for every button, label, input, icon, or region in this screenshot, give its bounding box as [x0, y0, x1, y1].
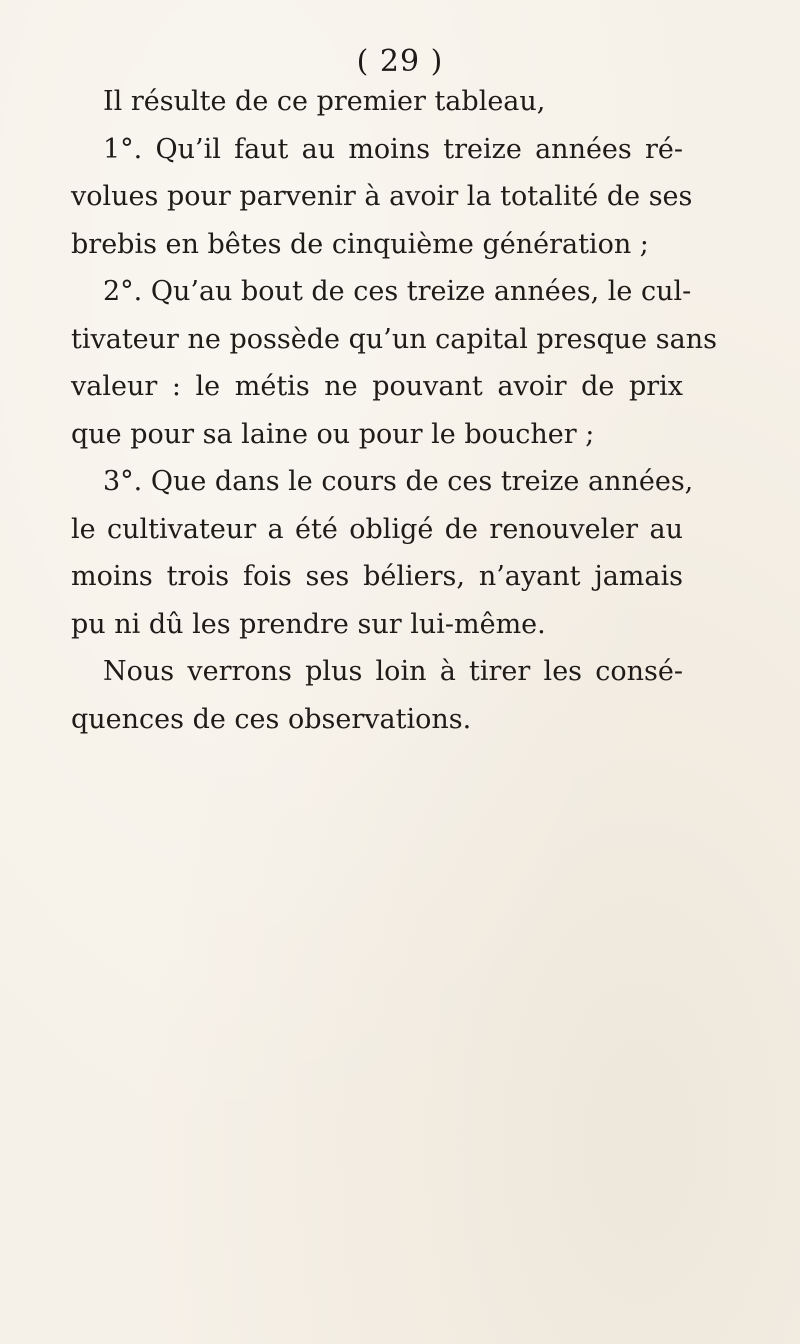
text-line: moins trois fois ses béliers, n’ayant jamais	[71, 561, 683, 592]
text-line: pu ni dû les prendre sur lui-même.	[71, 608, 546, 640]
page-body	[71, 78, 717, 743]
text-line: que pour sa laine ou pour le boucher ;	[71, 418, 595, 450]
text-line: 3°. Que dans le cours de ces treize années,	[103, 466, 694, 497]
text-line: 2°. Qu’au bout de ces treize années, le cul-	[103, 276, 692, 307]
text-line: valeur : le métis ne pouvant avoir de prix	[71, 371, 683, 402]
text-line: volues pour parvenir à avoir la totalité de ses	[71, 181, 693, 212]
text-line: quences de ces observations.	[71, 703, 472, 735]
text-line: Il résulte de ce premier tableau,	[103, 86, 546, 117]
text-line: le cultivateur a été obligé de renouveler au	[71, 513, 683, 545]
text-line: 1°. Qu’il faut au moins treize années ré-	[103, 133, 683, 165]
text-line: brebis en bêtes de cinquième génération ;	[71, 228, 649, 260]
text-line: tivateur ne possède qu’un capital presque sans	[71, 323, 717, 355]
page-number: ( 29 )	[356, 44, 444, 79]
text-line: Nous verrons plus loin à tirer les consé-	[103, 656, 683, 687]
